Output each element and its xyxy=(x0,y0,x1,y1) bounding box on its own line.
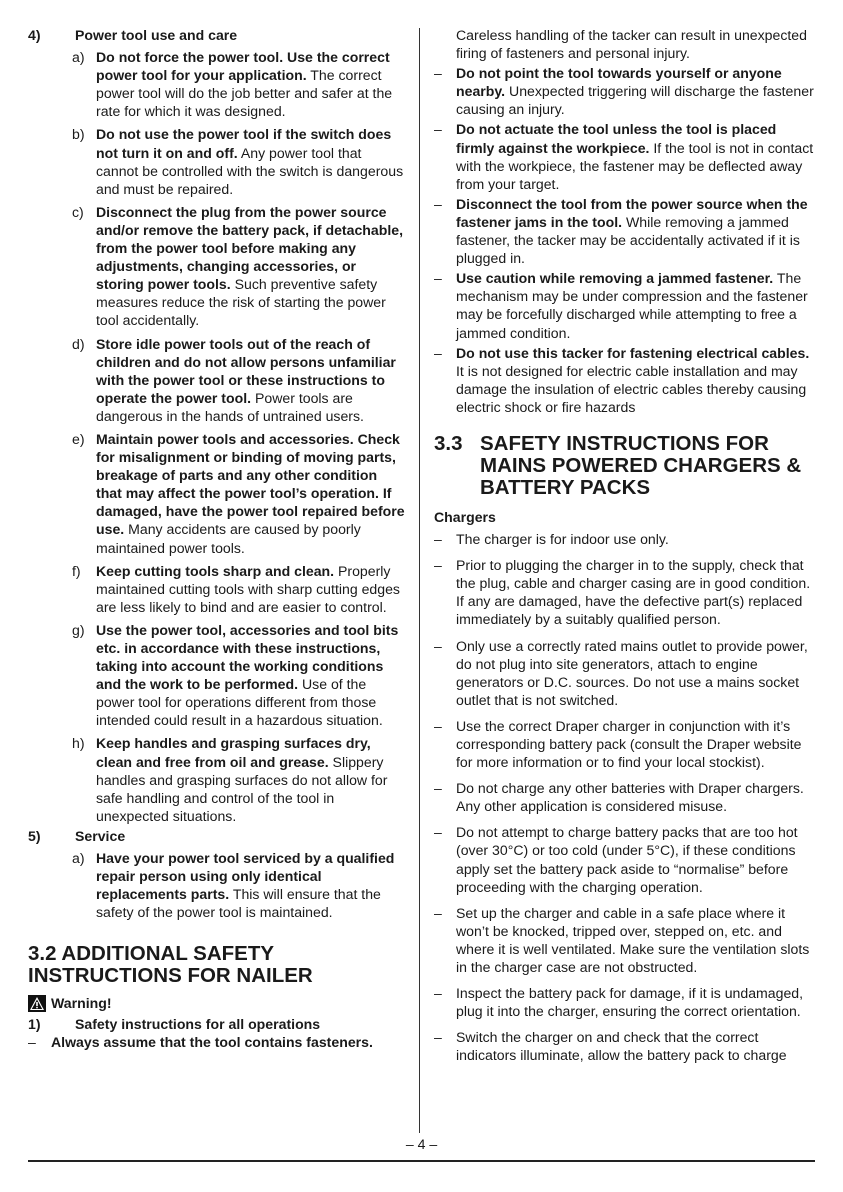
bullet-text: It is not designed for electric cable installation and may damage the insulation of electric cables thereby causing electric shock or fire hazards xyxy=(456,362,807,415)
bullet-bold-text: Disconnect the tool from the power source when the fastener jams in the tool. xyxy=(456,195,808,230)
column-divider xyxy=(419,28,420,1133)
section-title: Service xyxy=(75,827,126,844)
bullet-dash: – xyxy=(434,65,442,82)
item-bold-text: Disconnect the plug from the power source and/or remove the battery pack, if detachable, from the power tool before making any adjustments, changing accessories, or storing power tools. xyxy=(96,203,404,293)
item-text: Such preventive safety measures reduce the risk of starting the power tool accidentally. xyxy=(96,276,386,329)
section-4-heading xyxy=(28,26,405,44)
bullet-text: Prior to plugging the charger in to the supply, check that the plug, cable and charger casing are in good condition. If any are damaged, have the defective part(s) replaced immediately by a suitably qualified person. xyxy=(456,557,811,628)
section-number: 5) xyxy=(28,827,41,844)
bullet-bold-text: Do not use this tacker for fastening electrical cables. xyxy=(456,344,810,361)
heading-3-2: 3.2 ADDITIONAL SAFETY INSTRUCTIONS FOR NAILER xyxy=(28,942,313,988)
warning-triangle-icon xyxy=(28,995,46,1012)
bullet-text: Only use a correctly rated mains outlet to provide power, do not plug into site generators, attach to engine generators or D.C. sources. Do not use a mains socket outlet that is not switched. xyxy=(456,637,808,708)
item-letter: d) xyxy=(72,335,85,352)
item-text: Use of the power tool for operations different from those intended could result in a hazardous situation. xyxy=(96,676,383,729)
list-item xyxy=(28,562,405,616)
item-letter: a) xyxy=(72,49,85,66)
warning-text: Warning! xyxy=(51,995,112,1012)
bullet-bold-text: Do not point the tool towards yourself or anyone nearby. xyxy=(456,65,782,100)
bullet-dash: – xyxy=(434,195,442,212)
item-bold-text: Do not force the power tool. Use the correct power tool for your application. xyxy=(96,49,390,84)
heading-number: 3.3 xyxy=(434,431,463,455)
chargers-subheading: Chargers xyxy=(434,508,496,525)
bullet-item xyxy=(434,269,816,341)
item-text: This will ensure that the safety of the power tool is maintained. xyxy=(96,886,381,921)
bullet-text: While removing a jammed fastener, the tacker may be accidentally activated if it is plugged in. xyxy=(456,213,800,267)
bullet-dash: – xyxy=(28,1033,36,1050)
bullet-text: Do not attempt to charge battery packs that are too hot (over 30°C) or too cold (under 5°C), if these conditions apply set the battery pack aside to “normalise” before proceeding with the charging operation. xyxy=(456,824,798,895)
bullet-dash: – xyxy=(434,985,442,1002)
bullet-dash: – xyxy=(434,557,442,574)
section-title: Safety instructions for all operations xyxy=(75,1015,321,1032)
continued-paragraph: Careless handling of the tacker can result in unexpected firing of fasteners and personal injury. xyxy=(456,27,807,62)
tacker-bullets xyxy=(434,64,816,416)
section-5-heading xyxy=(28,827,405,845)
bullet-dash: – xyxy=(434,780,442,797)
section-4-items xyxy=(28,48,405,825)
list-item xyxy=(28,48,405,120)
section-1-heading xyxy=(28,1015,405,1033)
item-letter: b) xyxy=(72,126,85,143)
bullet-item xyxy=(434,64,816,118)
bullet-text: If the tool is not in contact with the workpiece, the fastener may be deflected away from your target. xyxy=(456,139,814,192)
item-letter: a) xyxy=(72,850,85,867)
item-letter: c) xyxy=(72,203,84,220)
bullet-item xyxy=(434,1028,816,1064)
section-title: Power tool use and care xyxy=(75,27,238,43)
bullet-dash: – xyxy=(434,344,442,361)
item-bold-text: Keep cutting tools sharp and clean. xyxy=(96,562,335,579)
bullet-item xyxy=(434,344,816,416)
heading-title: SAFETY INSTRUCTIONS FOR MAINS POWERED CHARGERS & BATTERY PACKS xyxy=(480,431,802,499)
bullet-bold-text: Always assume that the tool contains fasteners. xyxy=(51,1033,373,1050)
list-item xyxy=(28,849,405,921)
bullet-text: Do not charge any other batteries with Draper chargers. Any other application is considered misuse. xyxy=(456,780,804,815)
item-text: Power tools are dangerous in the hands of untrained users. xyxy=(96,389,364,424)
list-item xyxy=(28,621,405,730)
list-item xyxy=(28,125,405,197)
item-letter: h) xyxy=(72,735,85,752)
section-5-items xyxy=(28,849,405,921)
list-item xyxy=(28,734,405,824)
bullet-item xyxy=(434,779,816,815)
item-bold-text: Do not use the power tool if the switch does not turn it on and off. xyxy=(96,126,392,161)
item-text: Any power tool that cannot be controlled with the switch is dangerous and must be repaired. xyxy=(96,144,404,197)
bullet-dash: – xyxy=(434,637,442,654)
heading-3-3 xyxy=(434,433,816,499)
bullet-dash: – xyxy=(434,904,442,921)
bullet-text: Switch the charger on and check that the correct indicators illuminate, allow the battery pack to charge xyxy=(456,1029,787,1064)
bullet-item xyxy=(434,556,816,628)
bullet-text: The charger is for indoor use only. xyxy=(456,531,669,548)
bullet-dash: – xyxy=(434,121,442,138)
warning-label xyxy=(28,994,405,1012)
bullet-text: Inspect the battery pack for damage, if it is undamaged, plug it into the charger, ensuring the correct orientation. xyxy=(456,985,804,1020)
section-number: 1) xyxy=(28,1015,41,1032)
bullet-item xyxy=(434,823,816,895)
item-letter: g) xyxy=(72,621,85,638)
item-letter: e) xyxy=(72,430,85,447)
bullet-dash: – xyxy=(434,270,442,287)
item-text: The correct power tool will do the job better and safer at the rate for which it was designed. xyxy=(96,67,393,120)
bullet-bold-text: Use caution while removing a jammed fastener. xyxy=(456,270,774,287)
item-text: Many accidents are caused by poorly maintained power tools. xyxy=(96,521,361,556)
list-item xyxy=(28,430,405,557)
bullet-item xyxy=(28,1033,405,1051)
bullet-text: The mechanism may be under compression and the fastener may be forcefully discharged while attempting to free a jammed condition. xyxy=(456,270,808,341)
footer-rule xyxy=(28,1160,815,1162)
bullet-item xyxy=(434,195,816,267)
section-number: 4) xyxy=(28,27,41,43)
item-text: Slippery handles and grasping surfaces do not allow for safe handling and control of the tool in unexpected situations. xyxy=(96,753,388,824)
bullet-dash: – xyxy=(434,1029,442,1046)
item-text: Properly maintained cutting tools with sharp cutting edges are less likely to bind and are easier to control. xyxy=(96,562,400,615)
bullet-item xyxy=(434,904,816,976)
bullet-text: Set up the charger and cable in a safe place where it won’t be knocked, tripped over, stepped on, etc. and where it is well ventilated. Make sure the ventilation slots in the charger case are not obstructed. xyxy=(456,904,810,976)
bullet-item xyxy=(434,530,816,548)
left-column xyxy=(28,26,405,1051)
bullet-text: Unexpected triggering will discharge the fastener causing an injury. xyxy=(456,83,814,118)
bullet-text: Use the correct Draper charger in conjunction with it’s corresponding battery pack (consult the Draper website for more information or to find your local stockist). xyxy=(456,717,802,771)
item-bold-text: Store idle power tools out of the reach of children and do not allow persons unfamiliar with the power tool or these instructions to operate the power tool. xyxy=(96,335,396,406)
item-bold-text: Use the power tool, accessories and tool bits etc. in accordance with these instructions, taking into account the working conditions and the work to be performed. xyxy=(96,621,399,693)
item-bold-text: Keep handles and grasping surfaces dry, clean and free from oil and grease. xyxy=(96,735,371,770)
bullet-item xyxy=(434,120,816,192)
bullet-item xyxy=(434,637,816,709)
item-bold-text: Have your power tool serviced by a qualified repair person using only identical replacements parts. xyxy=(96,850,395,903)
bullet-bold-text: Do not actuate the tool unless the tool is placed firmly against the workpiece. xyxy=(456,121,777,156)
bullet-dash: – xyxy=(434,531,442,548)
page-number: – 4 – xyxy=(405,1136,438,1152)
list-item xyxy=(28,203,405,330)
item-bold-text: Maintain power tools and accessories. Check for misalignment or binding of moving parts, breakage of parts and any other condition that may affect the power tool’s operation. If damaged, have the power tool repaired before use. xyxy=(96,430,405,538)
list-item xyxy=(28,335,405,425)
charger-bullets xyxy=(434,530,816,1064)
bullet-item xyxy=(434,717,816,771)
bullet-dash: – xyxy=(434,824,442,841)
bullet-item xyxy=(434,984,816,1020)
bullet-dash: – xyxy=(434,717,442,734)
item-letter: f) xyxy=(72,562,81,579)
right-column xyxy=(434,26,816,1065)
